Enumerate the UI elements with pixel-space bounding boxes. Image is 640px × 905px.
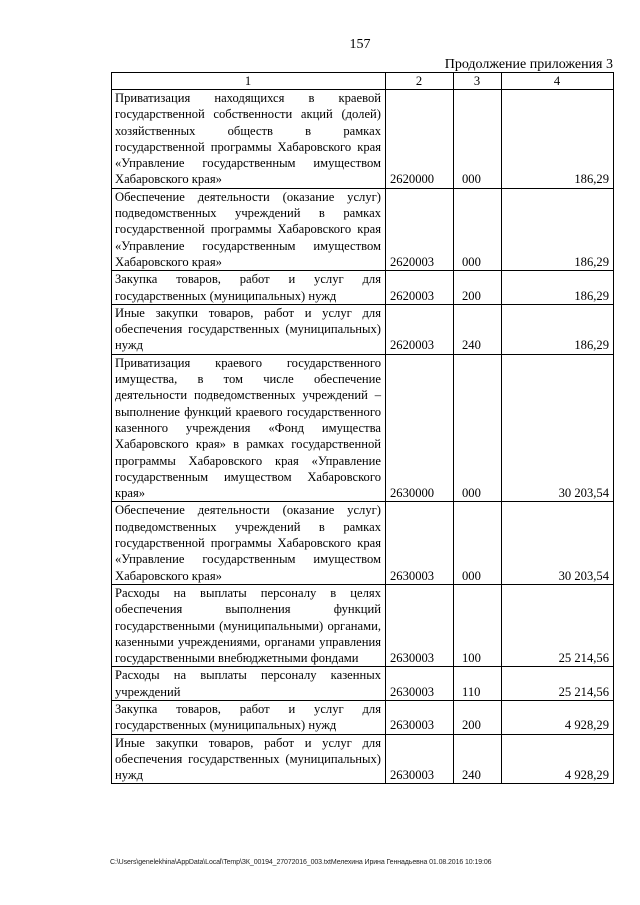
row-name: Иные закупки товаров, работ и услуг для обеспечения государственных (муниципальных) нужд [112,304,386,354]
table-row [112,271,614,305]
row-expense-type: 240 [454,304,502,354]
row-code: 2630003 [386,584,454,666]
row-code: 2620003 [386,188,454,270]
row-code: 2620003 [386,271,454,305]
row-name: Расходы на выплаты персоналу казенных учреждений [112,667,386,701]
row-amount: 4 928,29 [502,700,614,734]
appendix-continuation-label: Продолжение приложения 3 [444,57,613,72]
page-number: 157 [349,37,371,52]
row-amount: 186,29 [502,271,614,305]
table-row [112,90,614,189]
table-row [112,502,614,584]
table-row [112,734,614,784]
row-amount: 186,29 [502,90,614,189]
row-name: Расходы на выплаты персоналу в целях обеспечения выполнения функций государственными (муниципальными) органами, казенными учреждениями, органами управления государственными внебюджетными фондами [112,584,386,666]
table-header-row [112,73,614,90]
row-expense-type: 110 [454,667,502,701]
row-code: 2630003 [386,667,454,701]
row-code: 2620000 [386,90,454,189]
row-name: Закупка товаров, работ и услуг для государственных (муниципальных) нужд [112,700,386,734]
row-code: 2630003 [386,700,454,734]
row-expense-type: 000 [454,354,502,502]
row-code: 2630000 [386,354,454,502]
row-name: Приватизация находящихся в краевой государственной собственности акций (долей) хозяйственных обществ в рамках государственной программы Хабаровского края «Управление государственным имуществом Хабаровского края» [112,90,386,189]
row-amount: 186,29 [502,304,614,354]
row-amount: 25 214,56 [502,667,614,701]
row-expense-type: 000 [454,90,502,189]
table-row [112,584,614,666]
row-name: Приватизация краевого государственного имущества, в том числе обеспечение деятельности подведомственных учреждений – выполнение функций краевого государственного казенного учреждения «Фонд имущества Хабаровского края» в рамках государственной программы Хабаровского края «Управление государственным имуществом Хабаровского края» [112,354,386,502]
row-code: 2620003 [386,304,454,354]
row-amount: 186,29 [502,188,614,270]
header-col-2: 2 [386,73,454,90]
row-code: 2630003 [386,734,454,784]
row-expense-type: 200 [454,700,502,734]
row-code: 2630003 [386,502,454,584]
row-name: Закупка товаров, работ и услуг для государственных (муниципальных) нужд [112,271,386,305]
row-amount: 30 203,54 [502,354,614,502]
row-expense-type: 000 [454,188,502,270]
table-row [112,354,614,502]
row-expense-type: 240 [454,734,502,784]
budget-table [111,72,614,784]
row-amount: 25 214,56 [502,584,614,666]
header-col-4: 4 [502,73,614,90]
header-col-3: 3 [454,73,502,90]
row-expense-type: 100 [454,584,502,666]
row-expense-type: 200 [454,271,502,305]
table-row [112,667,614,701]
row-name: Иные закупки товаров, работ и услуг для обеспечения государственных (муниципальных) нужд [112,734,386,784]
row-amount: 4 928,29 [502,734,614,784]
document-file-path-footer: C:\Users\genelekhina\AppData\Local\Temp\ЗК_00194_27072016_003.txtМелехина Ирина Геннадьевна 01.08.2016 10:19:06 [110,859,492,866]
row-amount: 30 203,54 [502,502,614,584]
table-row [112,700,614,734]
row-name: Обеспечение деятельности (оказание услуг) подведомственных учреждений в рамках государственной программы Хабаровского края «Управление государственным имуществом Хабаровского края» [112,502,386,584]
row-expense-type: 000 [454,502,502,584]
row-name: Обеспечение деятельности (оказание услуг) подведомственных учреждений в рамках государственной программы Хабаровского края «Управление государственным имуществом Хабаровского края» [112,188,386,270]
table-row [112,304,614,354]
header-col-1: 1 [112,73,386,90]
table-row [112,188,614,270]
